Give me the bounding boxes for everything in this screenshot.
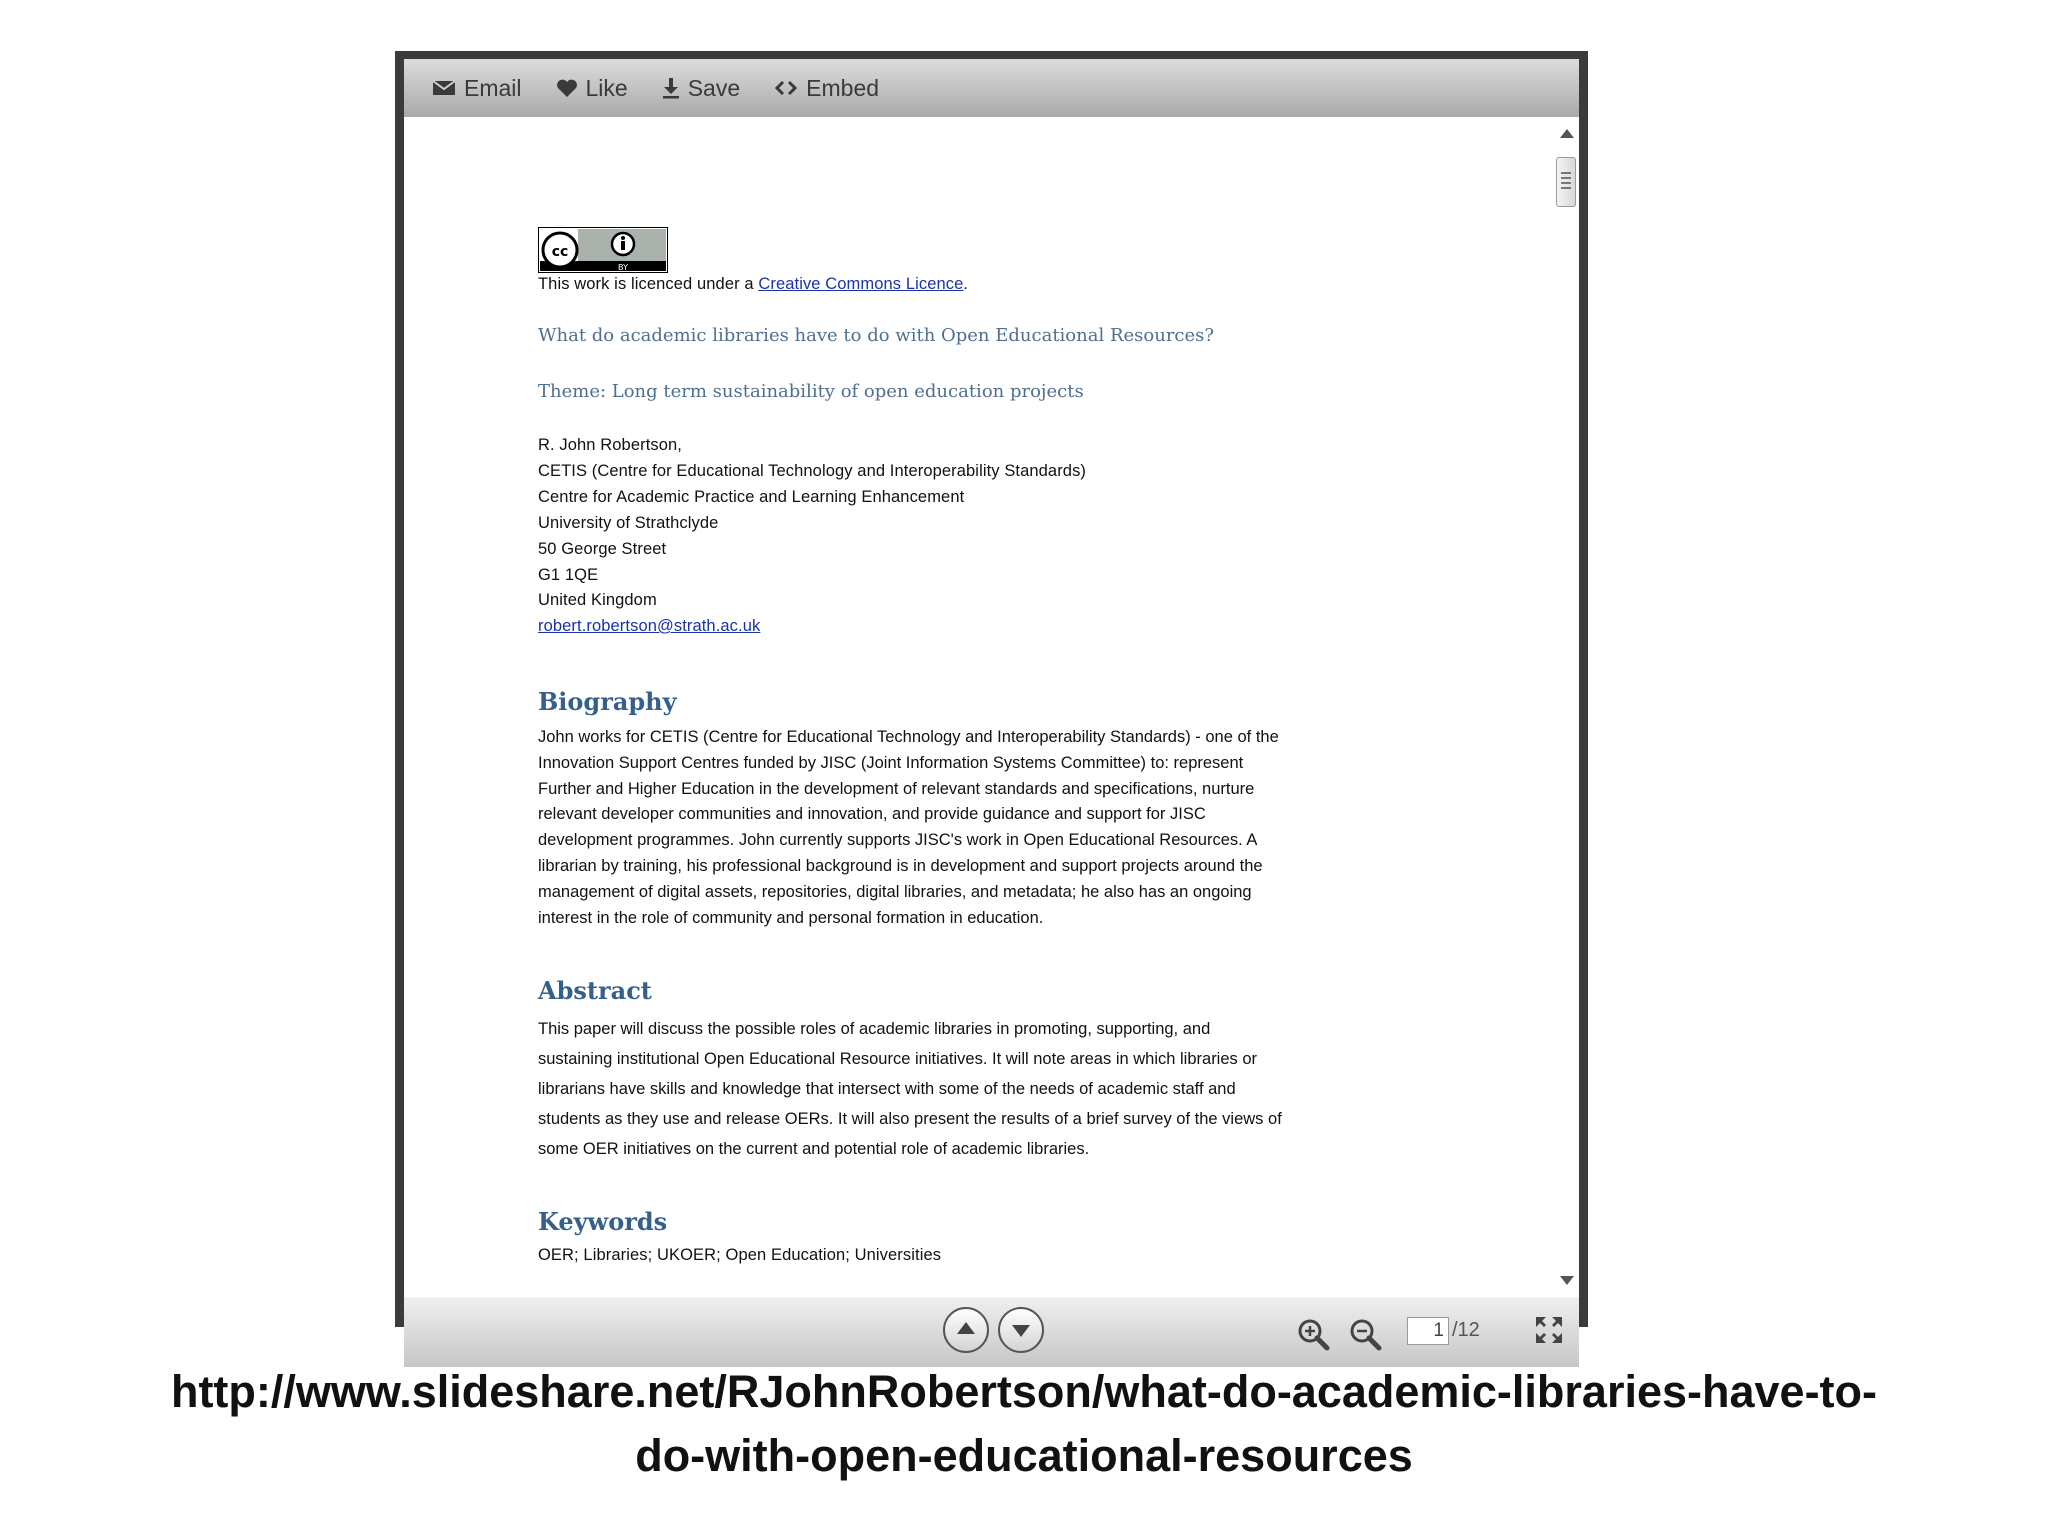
embed-label: Embed [806, 74, 880, 101]
page-total: /12 [1452, 1319, 1480, 1341]
up-arrow-icon [957, 1322, 975, 1334]
caption-line: http://www.slideshare.net/RJohnRobertson/what-do-academic-libraries-have-to- [170, 1366, 1878, 1417]
author-line: R. John Robertson, [538, 436, 682, 454]
author-line: University of Strathclyde [538, 514, 719, 532]
license-link[interactable]: Creative Commons Licence [758, 275, 964, 293]
cc-badge-text: BY [618, 263, 628, 272]
biography-line: development programmes. John currently supports JISC's work in Open Educational Resources. A [538, 831, 1258, 850]
source-url-caption [0, 1360, 2048, 1488]
abstract-heading: Abstract [538, 976, 652, 1005]
abstract-line: sustaining institutional Open Educational Resource initiatives. It will note areas in which libraries or [538, 1050, 1258, 1068]
slideshare-viewer [395, 51, 1588, 1341]
email-button[interactable] [432, 75, 522, 102]
code-icon [774, 79, 798, 97]
abstract-line: some OER initiatives on the current and potential role of academic libraries. [538, 1140, 1090, 1158]
next-page-button[interactable] [998, 1307, 1044, 1353]
save-label: Save [687, 74, 741, 101]
abstract-line: librarians have skills and knowledge that intersect with some of the needs of academic staff and [538, 1080, 1236, 1098]
keywords-heading: Keywords [538, 1207, 668, 1236]
page-number-input[interactable] [1407, 1317, 1449, 1345]
author-line: United Kingdom [538, 591, 657, 609]
document-area[interactable] [404, 117, 1579, 1297]
biography-line: John works for CETIS (Centre for Educational Technology and Interoperability Standards) - one of the [538, 728, 1279, 746]
document-title: What do academic libraries have to do with Open Educational Resources? [538, 325, 1215, 346]
biography-line: interest in the role of community and personal formation in education. [538, 908, 1044, 927]
biography-heading: Biography [538, 687, 677, 716]
download-icon [662, 77, 680, 99]
document-theme: Theme: Long term sustainability of open education projects [538, 381, 1084, 402]
envelope-icon [432, 79, 456, 97]
scroll-down-arrow[interactable] [1560, 1276, 1574, 1285]
biography-paragraph [538, 725, 1418, 931]
scroll-up-arrow[interactable] [1560, 129, 1574, 138]
abstract-line: This paper will discuss the possible roles of academic libraries in promoting, supporting, and [538, 1020, 1211, 1038]
author-line: 50 George Street [538, 540, 667, 558]
license-prefix: This work is licenced under a [538, 275, 759, 293]
zoom-in-icon[interactable] [1297, 1318, 1331, 1356]
biography-line: relevant developer communities and innovation, and provide guidance and support for JISC [538, 805, 1206, 824]
scroll-thumb[interactable] [1556, 157, 1576, 207]
save-button[interactable] [662, 75, 740, 102]
svg-text:cc: cc [551, 244, 569, 260]
like-label: Like [585, 74, 628, 101]
author-line: CETIS (Centre for Educational Technology and Interoperability Standards) [538, 462, 1087, 480]
previous-page-button[interactable] [943, 1307, 989, 1353]
license-line [538, 275, 968, 294]
creative-commons-badge[interactable] [538, 227, 668, 277]
author-line: G1 1QE [538, 566, 599, 584]
like-button[interactable] [556, 75, 628, 102]
down-arrow-icon [1012, 1325, 1030, 1337]
fullscreen-icon[interactable] [1534, 1315, 1564, 1349]
abstract-paragraph [538, 1014, 1418, 1164]
email-label: Email [464, 74, 522, 101]
caption-line: do-with-open-educational-resources [635, 1430, 1413, 1481]
biography-line: Further and Higher Education in the development of relevant standards and specifications, nurture [538, 779, 1255, 798]
email-link[interactable]: robert.robertson@strath.ac.uk [538, 617, 761, 635]
zoom-out-icon[interactable] [1349, 1318, 1383, 1356]
license-suffix: . [963, 275, 969, 293]
author-line: Centre for Academic Practice and Learning Enhancement [538, 488, 965, 506]
abstract-line: students as they use and release OERs. It will also present the results of a brief survey of the views of [538, 1110, 1282, 1128]
heart-icon [556, 78, 578, 98]
viewer-bottom-bar [404, 1297, 1579, 1367]
biography-line: management of digital assets, repositories, digital libraries, and metadata; he also has an ongoing [538, 882, 1252, 901]
author-email [538, 617, 760, 636]
document-page [404, 117, 1554, 1297]
biography-line: Innovation Support Centres funded by JISC (Joint Information Systems Committee) to: represent [538, 753, 1244, 772]
viewer-toolbar [404, 59, 1579, 117]
keywords-text: OER; Libraries; UKOER; Open Education; Universities [538, 1246, 942, 1264]
biography-line: librarian by training, his professional background is in development and support projects around the [538, 856, 1263, 875]
vertical-scrollbar[interactable] [1554, 117, 1579, 1297]
embed-button[interactable] [774, 75, 879, 102]
